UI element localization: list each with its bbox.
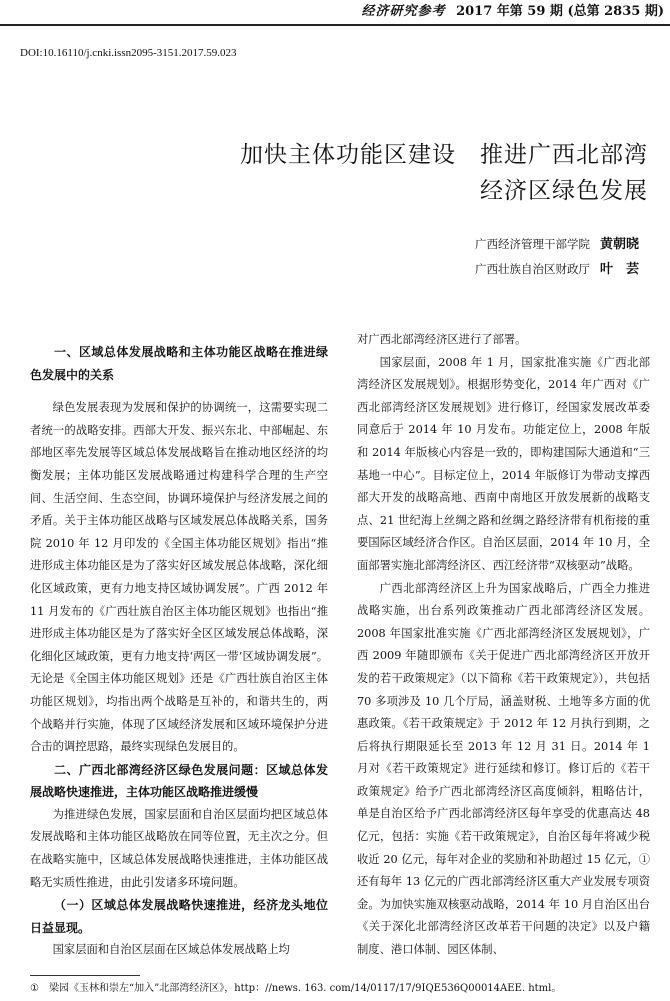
left-column <box>30 329 328 962</box>
paragraph: 国家层面，2008 年 1 月，国家批准实施《广西北部湾经济区发展规划》。根据形势变化，2014 年广西对《广西北部湾经济区发展规划》进行修订，经国家发展改革委同意后于 2014 年 10 月发布。功能定位上，2008 年版和 2014 年版核心内容是一致的，即构建国际大通道和“三基地一中心”。目标定位上，2014 年版修订为带动支撑西部大开发的战略高地、西南中南地区开放发展新的战略支点、21 世纪海上丝绸之路和丝绸之路经济带有机衔接的重要国际区域经济合作区。自治区层面，2014 年 10 月，全面部署实施北部湾经济区、西江经济带“双核驱动”战略。 <box>357 355 650 572</box>
paragraph: 为推进绿色发展，国家层面和自治区层面均把区域总体发展战略和主体功能区战略放在同等位置，无主次之分。但在战略实施中，区域总体发展战略快速推进，主体功能区战略无实质性推进，由此引发诸多环境问题。 <box>30 807 328 889</box>
author-affiliation: 广西壮族自治区财政厅 <box>475 262 590 276</box>
subsection-heading: （一）区域总体发展战略快速推进，经济龙头地位日益显现。 <box>30 898 328 935</box>
author-affiliation: 广西经济管理干部学院 <box>475 237 590 251</box>
author-name: 黄朝晓 <box>600 237 640 252</box>
section-heading-2: 二、广西北部湾经济区绿色发展问题：区域总体发展战略快速推进，主体功能区战略推进缓慢 <box>30 762 328 800</box>
article-title <box>100 137 648 209</box>
paragraph: 国家层面和自治区层面在区域总体发展战略上均 <box>52 943 290 957</box>
footnote-rule <box>30 975 140 976</box>
issue-number: 2017 年第 59 期 <box>456 4 563 19</box>
running-header <box>0 0 670 26</box>
paragraph: 绿色发展表现为发展和保护的协调统一，这需要实现二者统一的战略安排。西部大开发、振兴东北、中部崛起、东部地区率先发展等区域总体发展战略旨在推动地区经济的均衡发展；主体功能区发展战略通过构建科学合理的生产空间、生活空间、生态空间，协调环境保护与经济发展之间的矛盾。关于主体功能区战略与区域发展总体战略关系，国务院 2010 年 12 月印发的《全国主体功能区规划》指出“推进形成主体功能区是为了落实好区域发展总体战略，深化细化区域政策，更有力地支持区域协调发展”。广西 2012 年 11 月发布的《广西壮族自治区主体功能区规划》也指出“推进形成主体功能区是为了落实好全区区域发展总体战略，深化细化区域政策，更有力地支持‘两区一带’区域协调发展”。无论是《全国主体功能区规划》还是《广西壮族自治区主体功能区规划》，均指出两个战略是互补的，和谐共生的，两个战略并行实施，体现了区域经济发展和区域环境保护分进合击的调控思路，最终实现绿色发展目的。 <box>30 401 328 754</box>
journal-name: 经济研究参考 <box>361 4 446 19</box>
right-column <box>357 329 650 962</box>
section-heading-1: 一、区域总体发展战略和主体功能区战略在推进绿色发展中的关系 <box>30 345 328 382</box>
paragraph: 对广西北部湾经济区进行了部署。 <box>357 333 527 346</box>
author-row <box>475 257 648 282</box>
author-block <box>475 232 648 282</box>
title-line-1: 加快主体功能区建设 推进广西北部湾 <box>240 142 648 168</box>
paragraph: 广西北部湾经济区上升为国家战略后，广西全力推进战略实施，出台系列政策推动广西北部湾经济区发展。2008 年国家批准实施《广西北部湾经济区发展规划》，广西 2009 年随即颁布《关于促进广西北部湾经济区开放开发的若干政策规定》（以下简称《若干政策规定》），共包括 70 多项涉及 10 几个厅局，涵盖财税、土地等多方面的优惠政策。《若干政策规定》于 2012 年 12 月执行到期，之后将执行期限延长至 2013 年 12 月 31 日。2014 年 1 月对《若干政策规定》进行延续和修订。修订后的《若干政策规定》给予广西北部湾经济区高度倾斜，粗略估计，单是自治区给予广西北部湾经济区每年享受的优惠高达 48 亿元，包括：实施《若干政策规定》，自治区每年将减少税收近 20 亿元，每年对企业的奖励和补助超过 15 亿元，①还有每年 13 亿元的广西北部湾经济区重大产业发展专项资金。为加快实施双核驱动战略，2014 年 10 月自治区出台《关于深化北部湾经济区改革若干问题的决定》以及户籍制度、港口体制、园区体制、 <box>357 581 650 957</box>
footnote <box>30 979 561 994</box>
title-line-2: 经济区绿色发展 <box>480 178 648 204</box>
author-row <box>475 232 648 257</box>
total-issue: (总第 2835 期) <box>567 4 664 19</box>
footnote-text: 梁园《玉林和崇左“加入”北部湾经济区》，http：//news. 163. com/14/0117/17/9IQE536Q00014AEE. html。 <box>48 983 562 994</box>
doi: DOI:10.16110/j.cnki.issn2095-3151.2017.59.023 <box>20 47 237 59</box>
author-name: 叶 芸 <box>600 262 640 277</box>
footnote-marker: ① <box>30 983 39 994</box>
